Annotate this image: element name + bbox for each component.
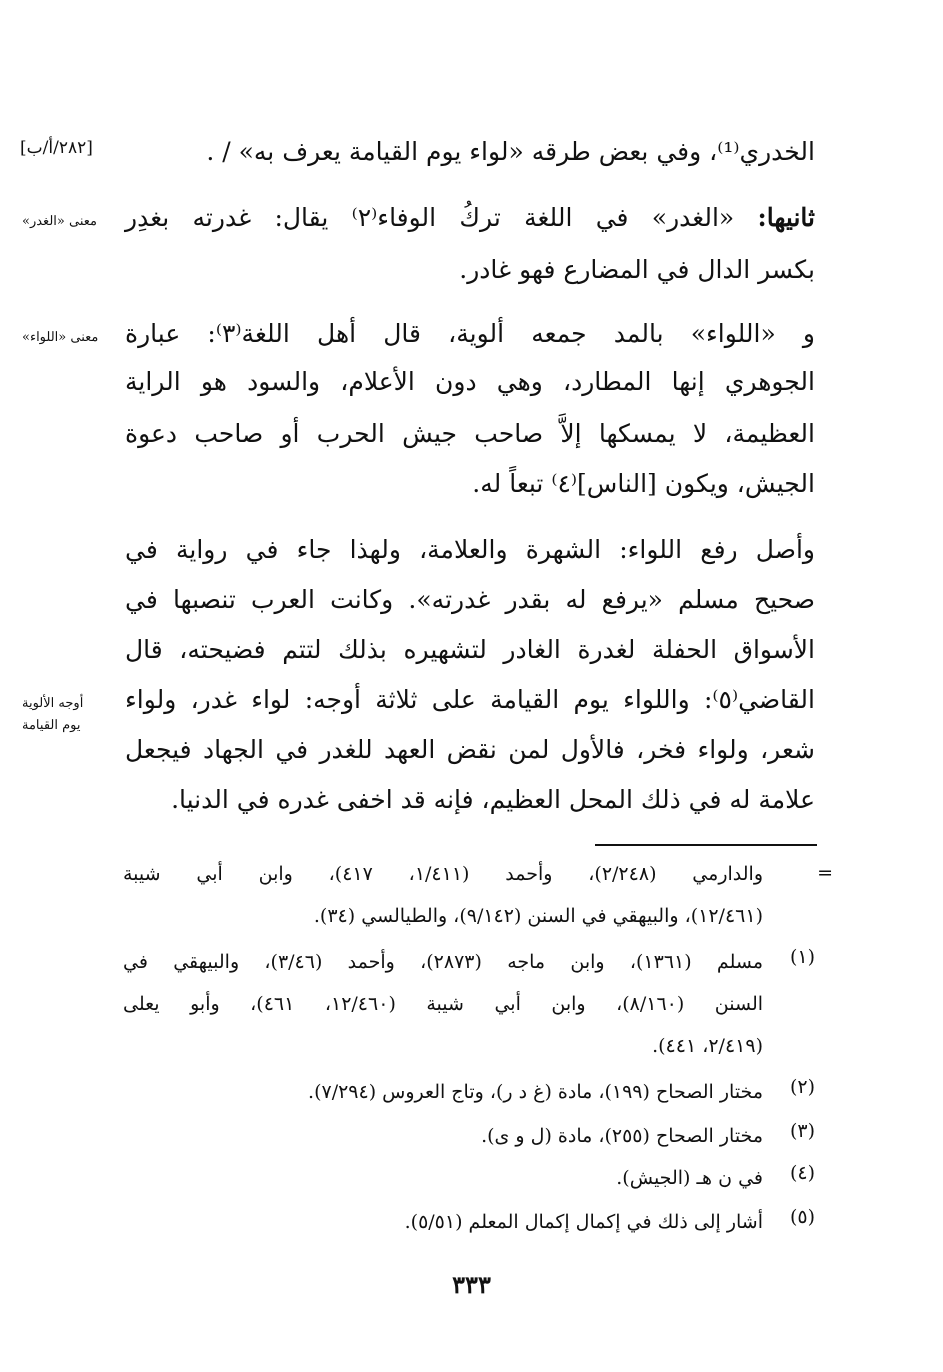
- footnote-line: (١٢/٤٦١)، والبيهقي في السنن (٩/١٤٢)، والطيالسي (٣٤).: [313, 905, 763, 927]
- footnote-number: (٤): [789, 1162, 815, 1184]
- body-text: «الغدر» في اللغة تركُ الوفاء⁽٢⁾ يقال: غدرته بغدِر: [125, 203, 735, 232]
- footnote-line: مختار الصحاح (١٩٩)، مادة (غ د ر)، وتاج العروس (٧/٢٩٤).: [308, 1081, 763, 1103]
- folio-reference: [٢٨٢/أ/ب]: [20, 138, 93, 158]
- body-line: الخدري⁽¹⁾، وفي بعض طرقه «لواء يوم القيامة يعرف به» / .: [206, 137, 815, 166]
- margin-note: أوجه الألوية: [22, 696, 84, 711]
- footnote-line: مسلم (١٣٦١)، وابن ماجه (٢٨٧٣)، وأحمد (٣/٤٦)، والبيهقي في: [123, 951, 763, 973]
- footnote-line: (٢/٤١٩، ٤٤١).: [652, 1035, 763, 1057]
- margin-note: يوم القيامة: [22, 718, 81, 733]
- body-line: الجوهري إنها المطارد، وهي دون الأعلام، والسود هو الراية: [125, 367, 815, 396]
- footnote-number: (٥): [789, 1206, 815, 1228]
- footnote-line: السنن (٨/١٦٠)، وابن أبي شيبة (١٢/٤٦٠، ٤٦١)، وأبو يعلى: [123, 993, 764, 1015]
- footnote-line: والدارمي (٢/٢٤٨)، وأحمد (١/٤١١، ٤١٧)، وابن أبي شيبة: [123, 863, 763, 885]
- margin-note: معنى «اللواء»: [22, 330, 99, 345]
- body-line: صحيح مسلم «يرفع له بقدر غدرته». وكانت العرب تنصبها في: [125, 585, 815, 614]
- body-line: و «اللواء» بالمد جمعه ألوية، قال أهل اللغة⁽٣⁾: عبارة: [125, 319, 815, 348]
- body-line: العظيمة، لا يمسكها إلاَّ صاحب جيش الحرب أو صاحب دعوة: [125, 419, 815, 448]
- body-line: وأصل رفع اللواء: الشهرة والعلامة، ولهذا جاء في رواية في: [125, 535, 815, 564]
- body-line: القاضي⁽٥⁾: واللواء يوم القيامة على ثلاثة أوجه: لواء غدر، ولواء: [125, 685, 815, 714]
- footnote-continuation-mark: =: [817, 862, 833, 884]
- body-line: علامة له في ذلك المحل العظيم، فإنه قد اخفى غدره في الدنيا.: [171, 785, 815, 814]
- body-line: بكسر الدال في المضارع فهو غادر.: [459, 255, 815, 284]
- footnote-number: (١): [789, 946, 815, 968]
- page-number: ٣٣٣: [452, 1270, 491, 1299]
- section-label: ثانيها:: [757, 203, 815, 232]
- margin-note: معنى «الغدر»: [22, 214, 97, 229]
- body-line: الجيش، ويكون [الناس]⁽٤⁾ تبعاً له.: [472, 469, 815, 498]
- footnote-line: أشار إلى ذلك في إكمال إكمال المعلم (٥/٥١).: [404, 1211, 763, 1233]
- footnote-separator: [595, 844, 817, 846]
- footnote-line: في ن هـ (الجيش).: [616, 1167, 763, 1189]
- body-line: الأسواق الحفلة لغدرة الغادر لتشهيره بذلك لتتم فضيحته، قال: [125, 635, 815, 664]
- footnote-line: مختار الصحاح (٢٥٥)، مادة (ل و ى).: [481, 1125, 763, 1147]
- footnote-number: (٢): [789, 1076, 815, 1098]
- footnote-number: (٣): [789, 1120, 815, 1142]
- body-line: شعر، ولواء فخر، فالأول لمن نقض العهد للغدر في الجهاد فيجعل: [125, 735, 815, 764]
- body-line: [125, 198, 815, 238]
